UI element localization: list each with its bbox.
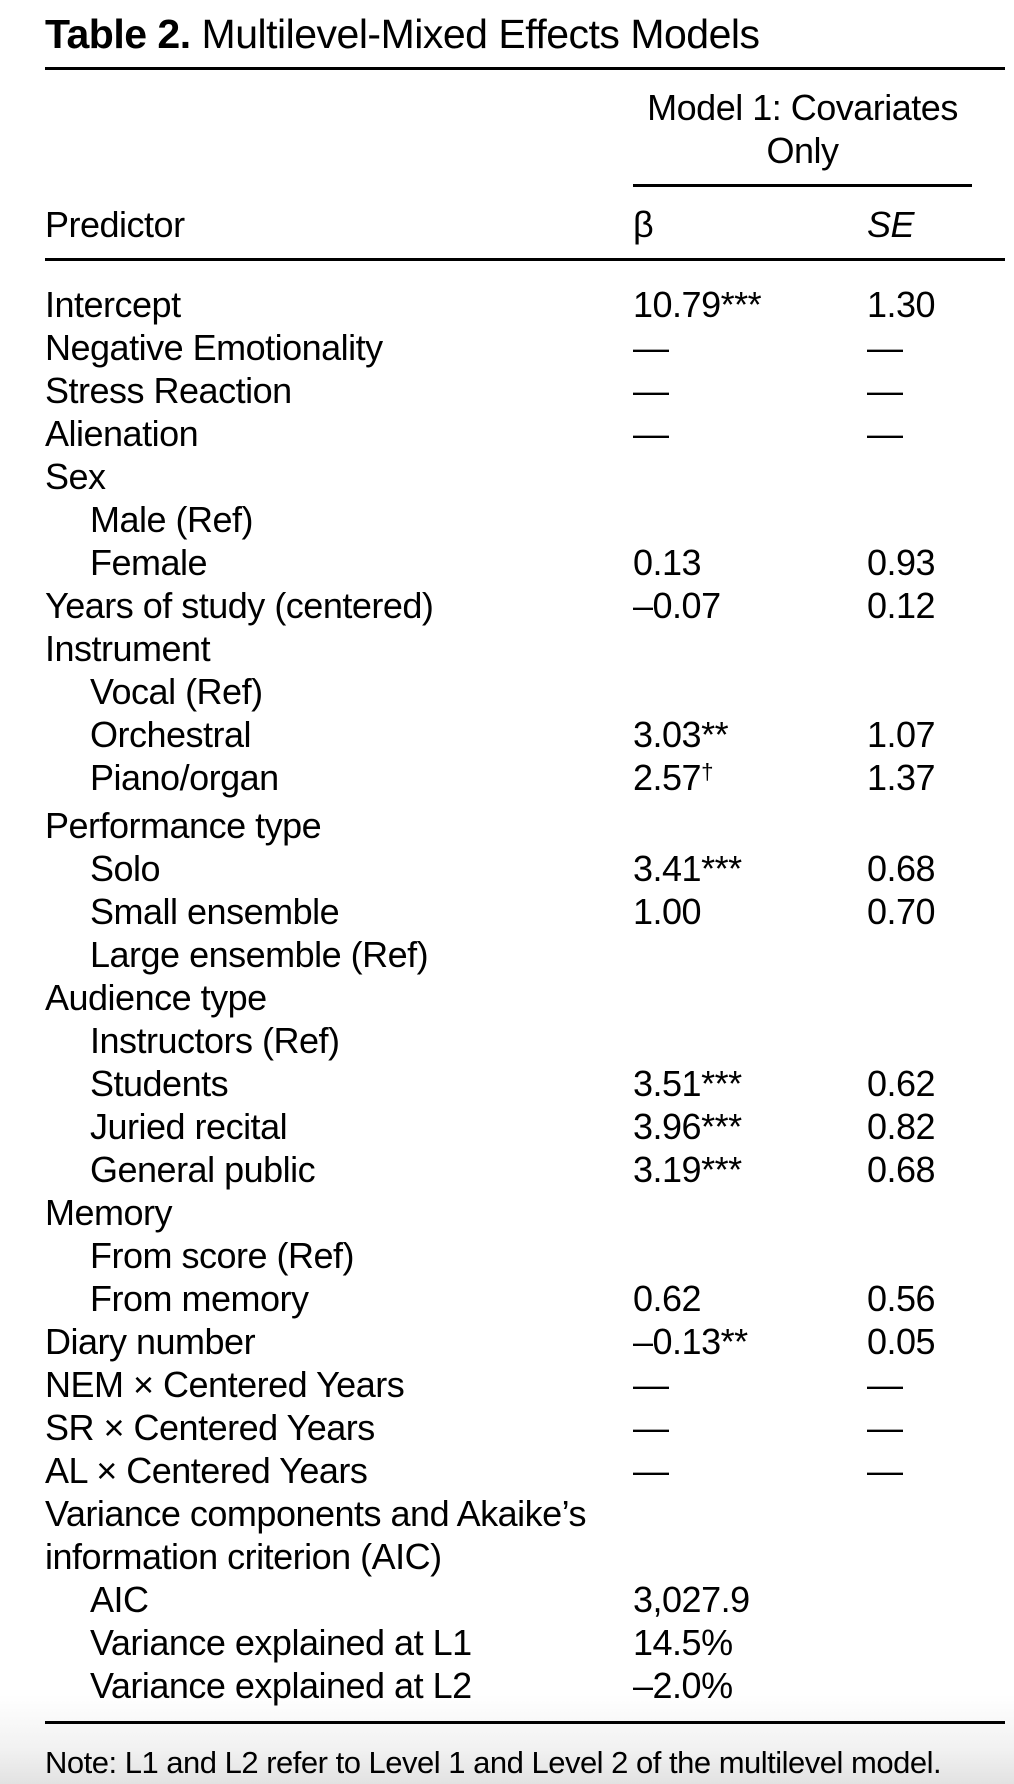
row-label: Piano/organ	[90, 757, 279, 798]
row-se-value	[867, 933, 1005, 976]
table-row	[45, 1363, 1005, 1406]
spanner-rule	[633, 184, 972, 187]
row-label: Juried recital	[90, 1106, 288, 1147]
row-se-value: 0.05	[867, 1321, 936, 1362]
beta-value-text: 3.41***	[633, 848, 742, 889]
row-label: From score (Ref)	[90, 1235, 355, 1276]
row-se-value: 0.82	[867, 1106, 936, 1147]
beta-value-text: 2.57	[633, 757, 702, 798]
row-label: Sex	[45, 456, 106, 497]
spanner-line2: Only	[766, 130, 839, 171]
beta-value-text: –2.0%	[633, 1665, 733, 1706]
beta-value-text: 3.96***	[633, 1106, 742, 1147]
row-se-value	[867, 976, 1005, 1019]
row-beta-value	[633, 1277, 867, 1320]
beta-value-text: —	[633, 1364, 669, 1405]
table-row	[45, 890, 1005, 933]
row-se-value	[867, 1578, 1005, 1621]
table-row	[45, 756, 1005, 804]
table-row	[45, 1105, 1005, 1148]
table-row	[45, 670, 1005, 713]
table-row	[45, 627, 1005, 670]
spanner-rule-wrap	[633, 184, 972, 187]
row-se-value	[867, 670, 1005, 713]
row-beta-value	[633, 1105, 867, 1148]
beta-value-text: 0.62	[633, 1278, 702, 1319]
row-label: Students	[90, 1063, 229, 1104]
row-se-value: 0.70	[867, 891, 936, 932]
table-row	[45, 1449, 1005, 1492]
row-se-value: 1.30	[867, 284, 936, 325]
model-spanner	[633, 70, 972, 172]
beta-value-text: 3,027.9	[633, 1579, 750, 1620]
beta-value-text: —	[633, 413, 669, 454]
table-row	[45, 498, 1005, 541]
row-se-value	[867, 498, 1005, 541]
row-se-value: —	[867, 413, 903, 454]
row-se-value	[867, 1191, 1005, 1234]
row-beta-value	[633, 756, 867, 804]
row-beta-value	[633, 1191, 867, 1234]
row-beta-value	[633, 713, 867, 756]
row-beta-value	[633, 283, 867, 326]
beta-value-text: 1.00	[633, 891, 702, 932]
row-label: Instrument	[45, 628, 211, 669]
row-beta-value	[633, 1492, 867, 1535]
row-label: Performance type	[45, 805, 322, 846]
row-label: Audience type	[45, 977, 267, 1018]
beta-value-text: 3.51***	[633, 1063, 742, 1104]
row-label: Instructors (Ref)	[90, 1020, 340, 1061]
row-beta-value	[633, 627, 867, 670]
col-header-se: SE	[867, 204, 915, 245]
row-beta-value	[633, 455, 867, 498]
row-beta-value	[633, 541, 867, 584]
row-beta-value	[633, 1406, 867, 1449]
table-row	[45, 283, 1005, 326]
row-label: Years of study (centered)	[45, 585, 434, 626]
table-row	[45, 1062, 1005, 1105]
row-label: SR × Centered Years	[45, 1407, 375, 1448]
row-label: NEM × Centered Years	[45, 1364, 405, 1405]
row-label: Female	[90, 542, 208, 583]
row-se-value	[867, 804, 1005, 847]
row-se-value	[867, 1492, 1005, 1535]
row-beta-value	[633, 1148, 867, 1191]
row-beta-value	[633, 369, 867, 412]
table-row	[45, 1621, 1005, 1664]
row-beta-value	[633, 1062, 867, 1105]
table-row	[45, 1406, 1005, 1449]
row-beta-value	[633, 1535, 867, 1578]
row-label: Variance explained at L1	[90, 1622, 472, 1663]
table-row	[45, 369, 1005, 412]
row-se-value	[867, 1019, 1005, 1062]
beta-value-text: 3.19***	[633, 1149, 742, 1190]
row-beta-value	[633, 1664, 867, 1707]
row-beta-value	[633, 584, 867, 627]
table-row	[45, 1019, 1005, 1062]
row-beta-value	[633, 804, 867, 847]
row-se-value: 1.37	[867, 757, 936, 798]
table-row	[45, 933, 1005, 976]
row-se-value: 0.68	[867, 1149, 936, 1190]
table-row	[45, 1148, 1005, 1191]
table-row	[45, 1234, 1005, 1277]
table-row	[45, 1492, 1005, 1535]
table-note: Note: L1 and L2 refer to Level 1 and Level 2 of the multilevel model.	[45, 1745, 942, 1780]
row-se-value: 0.68	[867, 848, 936, 889]
row-label: Vocal (Ref)	[90, 671, 263, 712]
table-title-prefix: Table 2.	[45, 11, 191, 57]
beta-value-text: —	[633, 327, 669, 368]
row-label: Negative Emotionality	[45, 327, 383, 368]
row-se-value: —	[867, 327, 903, 368]
beta-value-text: 3.03**	[633, 714, 729, 755]
table-title	[45, 0, 1005, 67]
beta-value-text: 14.5%	[633, 1622, 733, 1663]
row-label: Orchestral	[90, 714, 252, 755]
row-label: General public	[90, 1149, 316, 1190]
spanner-line1: Model 1: Covariates	[647, 87, 958, 128]
table-row	[45, 326, 1005, 369]
row-beta-value	[633, 1449, 867, 1492]
table-title-text: Multilevel-Mixed Effects Models	[201, 11, 760, 57]
table-row	[45, 713, 1005, 756]
row-se-value: 0.62	[867, 1063, 936, 1104]
table-row	[45, 1578, 1005, 1621]
row-label: AL × Centered Years	[45, 1450, 368, 1491]
row-beta-value	[633, 326, 867, 369]
table-row	[45, 1664, 1005, 1707]
row-beta-value	[633, 890, 867, 933]
row-beta-value	[633, 1621, 867, 1664]
table-row	[45, 412, 1005, 455]
row-label: Alienation	[45, 413, 199, 454]
row-label: Male (Ref)	[90, 499, 254, 540]
row-beta-value	[633, 1234, 867, 1277]
col-header-beta: β	[633, 204, 654, 245]
table-header	[45, 70, 1005, 258]
beta-value-text: 10.79***	[633, 284, 762, 325]
table-row	[45, 804, 1005, 847]
row-beta-value	[633, 1363, 867, 1406]
row-beta-value	[633, 412, 867, 455]
beta-value-text: 0.13	[633, 542, 702, 583]
row-se-value	[867, 1621, 1005, 1664]
table-row	[45, 976, 1005, 1019]
row-beta-value	[633, 976, 867, 1019]
row-label: Intercept	[45, 284, 181, 325]
table-row	[45, 1535, 1005, 1578]
beta-value-text: –0.07	[633, 585, 721, 626]
row-se-value: 1.07	[867, 714, 936, 755]
column-header-row	[45, 203, 1005, 258]
row-se-value: 0.93	[867, 542, 936, 583]
beta-value-text: —	[633, 1407, 669, 1448]
table-row	[45, 847, 1005, 890]
row-se-value: —	[867, 1450, 903, 1491]
beta-value-text: –0.13**	[633, 1321, 748, 1362]
table-row	[45, 541, 1005, 584]
table-body	[45, 261, 1005, 1721]
beta-value-text: —	[633, 370, 669, 411]
row-se-value: 0.56	[867, 1278, 936, 1319]
row-label: Large ensemble (Ref)	[90, 934, 429, 975]
row-label: Memory	[45, 1192, 173, 1233]
col-header-predictor: Predictor	[45, 204, 185, 245]
row-label: information criterion (AIC)	[45, 1536, 442, 1577]
row-se-value	[867, 1535, 1005, 1578]
row-se-value: —	[867, 370, 903, 411]
row-se-value: —	[867, 1364, 903, 1405]
row-se-value: —	[867, 1407, 903, 1448]
row-se-value	[867, 455, 1005, 498]
dagger-superscript: †	[701, 758, 714, 784]
row-label: AIC	[90, 1579, 149, 1620]
row-label: From memory	[90, 1278, 309, 1319]
row-label: Small ensemble	[90, 891, 340, 932]
row-se-value	[867, 1234, 1005, 1277]
table-row	[45, 455, 1005, 498]
table-row	[45, 1277, 1005, 1320]
beta-value-text: —	[633, 1450, 669, 1491]
row-beta-value	[633, 1578, 867, 1621]
table-row	[45, 1191, 1005, 1234]
row-label: Variance components and Akaike’s	[45, 1493, 587, 1534]
table-row	[45, 1320, 1005, 1363]
row-beta-value	[633, 498, 867, 541]
row-beta-value	[633, 1019, 867, 1062]
row-beta-value	[633, 933, 867, 976]
table-row	[45, 584, 1005, 627]
row-label: Variance explained at L2	[90, 1665, 472, 1706]
row-beta-value	[633, 847, 867, 890]
row-beta-value	[633, 670, 867, 713]
row-se-value: 0.12	[867, 585, 936, 626]
row-label: Stress Reaction	[45, 370, 292, 411]
row-se-value	[867, 1664, 1005, 1707]
row-beta-value	[633, 1320, 867, 1363]
row-se-value	[867, 627, 1005, 670]
row-label: Solo	[90, 848, 161, 889]
row-label: Diary number	[45, 1321, 256, 1362]
